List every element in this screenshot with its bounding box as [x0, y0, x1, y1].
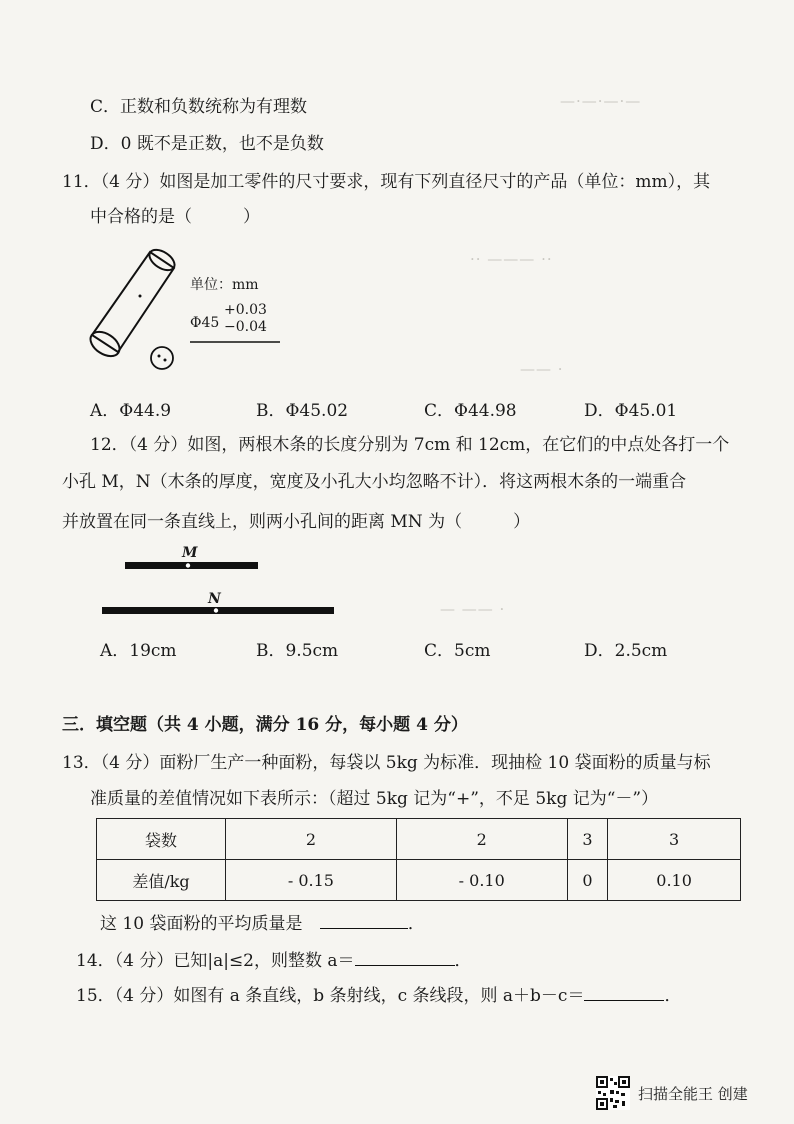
q13-stem-line2: 准质量的差值情况如下表所示：（超过 5kg 记为“+”，不足 5kg 记为“－”） — [90, 789, 659, 809]
q13-end: ． — [407, 914, 425, 934]
q13-stem-line1: 13．（4 分）面粉厂生产一种面粉，每袋以 5kg 为标准．现抽检 10 袋面粉的质量与标 — [62, 753, 711, 773]
qr-code-icon — [596, 1076, 630, 1110]
table-cell: 0 — [567, 860, 608, 901]
table-cell: - 0.10 — [396, 860, 567, 901]
label-n: N — [208, 591, 221, 607]
q15-line — [76, 984, 681, 1007]
wooden-strips-figure — [100, 542, 340, 622]
q10-option-c: C．正数和负数统称为有理数 — [90, 97, 308, 117]
q12-stem-line2: 小孔 M，N（木条的厚度，宽度及小孔大小均忽略不计）．将这两根木条的一端重合 — [62, 472, 687, 492]
figure-diameter-base: Φ45 — [190, 315, 220, 331]
q11-option-b: B．Φ45.02 — [256, 401, 349, 421]
section3-title: 三．填空题（共 4 小题，满分 16 分，每小题 4 分） — [62, 715, 468, 735]
bleed-through-text: —— · — [520, 360, 564, 378]
label-m: M — [182, 545, 198, 561]
table-cell: 2 — [396, 819, 567, 860]
scanner-app-label: 扫描全能王 创建 — [638, 1084, 748, 1103]
figure-upper-tolerance: +0.03 — [224, 302, 267, 318]
q14-answer-blank[interactable] — [355, 949, 455, 966]
table-cell: 3 — [608, 819, 741, 860]
table-cell: 差值/kg — [97, 860, 226, 901]
q15-stem: 15．（4 分）如图有 a 条直线，b 条射线，c 条线段，则 a＋b－c＝ — [76, 986, 585, 1006]
table-cell: 3 — [567, 819, 608, 860]
q14-end: ． — [454, 951, 472, 971]
q12-option-a: A．19cm — [100, 641, 177, 661]
q15-answer-blank[interactable] — [584, 984, 664, 1001]
figure-unit-label: 单位：mm — [190, 277, 259, 293]
q12-option-d: D．2.5cm — [584, 641, 668, 661]
q12-option-c: C．5cm — [424, 641, 491, 661]
q15-end: ． — [664, 986, 682, 1006]
q12-option-b: B．9.5cm — [256, 641, 339, 661]
table-cell: 袋数 — [97, 819, 226, 860]
table-cell: - 0.15 — [226, 860, 397, 901]
q11-stem-line2: 中合格的是（ ） — [90, 207, 260, 227]
q11-stem-line1: 11．（4 分）如图是加工零件的尺寸要求，现有下列直径尺寸的产品（单位：mm），其 — [62, 172, 711, 192]
q12-stem-line1: 12．（4 分）如图，两根木条的长度分别为 7cm 和 12cm，在它们的中点处各打一个 — [90, 435, 730, 455]
q12-figure — [100, 542, 340, 622]
q13-answer-blank[interactable] — [320, 912, 408, 929]
q13-question-text: 这 10 袋面粉的平均质量是 — [100, 914, 303, 934]
q13-question — [100, 912, 425, 935]
table-row — [97, 860, 741, 901]
q11-figure — [80, 240, 310, 385]
figure-lower-tolerance: −0.04 — [224, 319, 267, 335]
table-cell: 2 — [226, 819, 397, 860]
bleed-through-text: —·—·—·— — [560, 92, 642, 110]
table-cell: 0.10 — [608, 860, 741, 901]
q11-option-d: D．Φ45.01 — [584, 401, 678, 421]
q13-data-table — [96, 818, 741, 901]
q14-line — [76, 949, 472, 972]
q12-stem-line3: 并放置在同一条直线上，则两小孔间的距离 MN 为（ ） — [62, 512, 531, 532]
q11-option-c: C．Φ44.98 — [424, 401, 517, 421]
scanner-watermark — [596, 1076, 748, 1110]
bleed-through-text: ·· ——— ·· — [470, 250, 553, 268]
table-row — [97, 819, 741, 860]
q10-option-d: D．0 既不是正数，也不是负数 — [90, 134, 324, 154]
q14-stem: 14．（4 分）已知|a|≤2，则整数 a＝ — [76, 951, 355, 971]
bleed-through-text: — —— · — [440, 600, 506, 618]
q11-option-a: A．Φ44.9 — [90, 401, 172, 421]
